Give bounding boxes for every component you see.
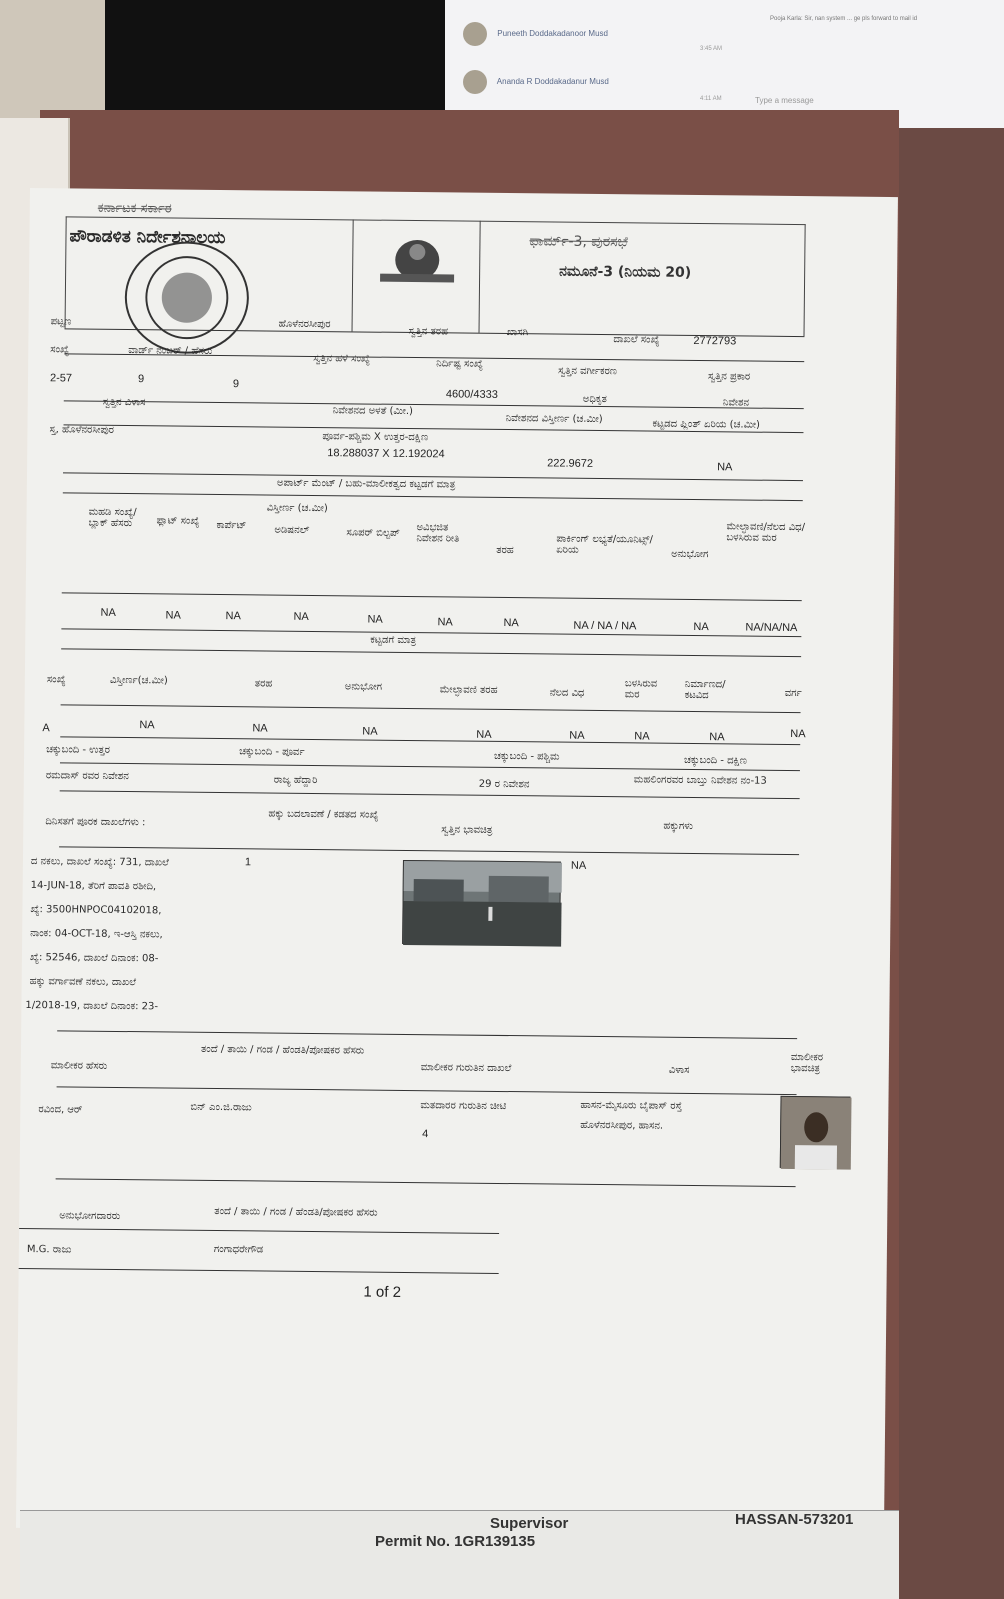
- number-value: 2-57: [49, 372, 73, 385]
- apartment-value-cell: NA: [165, 609, 181, 622]
- chat-message: Pooja Karla: Sir, nan system ... ge pls forward to mail id: [770, 16, 918, 22]
- rule: [56, 1178, 796, 1187]
- official-seal-icon: [124, 241, 249, 354]
- apartment-value-cell: NA: [293, 610, 309, 623]
- message-input[interactable]: Type a message: [755, 96, 814, 105]
- rule: [61, 628, 801, 637]
- bld-number-header: ಸಂಖ್ಯೆ: [46, 674, 66, 686]
- rule: [61, 704, 801, 713]
- dimensions-value: 18.288037 X 12.192024: [327, 447, 445, 461]
- old-number-value: 9: [232, 378, 240, 391]
- document-line: ದ ನಕಲು, ದಾಖಲೆ ಸಂಖ್ಯೆ: 731, ದಾಖಲೆ: [30, 856, 169, 869]
- east-boundary-value: ರಾಜ್ಯ ಹೆದ್ದಾರಿ: [273, 774, 318, 787]
- bld-roof-header: ಮೇಲ್ಛಾವಣಿ ತರಹ: [439, 684, 498, 696]
- monitor-screen: [445, 0, 1004, 128]
- owner-name-value: ರವಿಂದ, ಆರ್: [38, 1104, 83, 1116]
- roof-floor-header: ಮೇಲ್ಛಾವಣಿ/ನೆಲದ ವಿಧ/ಬಳಸಿರುವ ಮರ: [726, 521, 806, 544]
- town-value: ಹೊಳೆನರಸೀಪುರ: [278, 318, 331, 331]
- ward-value: 9: [137, 373, 145, 386]
- carpet-header: ಕಾರ್ಪೆಟ್: [216, 519, 247, 532]
- address-label: ಸ್ವತ್ತಿನ ವಿಳಾಸ: [102, 396, 146, 409]
- document-line: ನಾಂಕ: 04-OCT-18, ಇ-ಆಸ್ತಿ ನಕಲು,: [30, 928, 163, 941]
- permit-stamp: Permit No. 1GR139135: [375, 1533, 536, 1550]
- owner-relation-value: ಬಿನ್ ಎಂ.ಜಿ.ರಾಜು: [190, 1101, 252, 1114]
- usage-header: ಅನುಭೋಗ: [671, 548, 709, 561]
- dimensions-direction: ಪೂರ್ವ-ಪಶ್ಚಿಮ X ಉತ್ತರ-ದಕ್ಷಿಣ: [322, 431, 429, 444]
- building-value-cell: NA: [362, 725, 378, 738]
- office-title: ಪೌರಾಡಳಿತ ನಿರ್ದೇಶನಾಲಯ: [69, 226, 226, 249]
- rights-header: ಹಕ್ಕುಗಳು: [663, 820, 694, 832]
- apartment-value-cell: NA: [693, 620, 709, 634]
- east-boundary-label: ಚಕ್ಕುಬಂದಿ - ಪೂರ್ವ: [239, 746, 305, 758]
- chat-time: 3:45 AM: [700, 46, 723, 52]
- additional-header: ಅಡಿಷನಲ್: [274, 524, 310, 536]
- rights-value: NA: [570, 859, 587, 872]
- chat-item[interactable]: [463, 22, 608, 46]
- area-group-header: ವಿಸ್ತೀರ್ಣ (ಚ.ಮೀ): [266, 502, 328, 515]
- west-boundary-label: ಚಕ್ಕುಬಂದಿ - ಪಶ್ಚಿಮ: [494, 750, 560, 763]
- chat-time: 4:11 AM: [700, 96, 722, 102]
- building-section-title: ಕಟ್ಟಡಗೆ ಮಾತ್ರ: [370, 634, 417, 647]
- right-change-value: 1: [244, 856, 252, 869]
- owner-relation-header: ತಂದೆ / ತಾಯಿ / ಗಂಡ / ಹೆಂಡತಿ/ಪೋಷಕರ ಹೆಸರು: [200, 1043, 365, 1057]
- occupant-relation-header: ತಂದೆ / ತಾಯಿ / ಗಂಡ / ಹೆಂಡತಿ/ಪೋಷಕರ ಹೆಸರು: [214, 1205, 378, 1219]
- bld-area-header: ವಿಸ್ತೀರ್ಣ(ಚ.ಮೀ): [109, 674, 168, 687]
- record-number-label: ದಾಖಲೆ ಸಂಖ್ಯೆ: [613, 334, 660, 346]
- flat-number-header: ಫ್ಲಾಟ್ ಸಂಖ್ಯೆ: [156, 515, 200, 527]
- occupant-name-value: M.G. ರಾಜು: [26, 1244, 72, 1256]
- owner-name-header: ಮಾಲೀಕರ ಹೆಸರು: [50, 1060, 108, 1072]
- bld-wood-header: ಬಳಸಿರುವ ಮರ: [624, 678, 658, 701]
- bld-usage-header: ಅನುಭೋಗ: [344, 681, 383, 693]
- south-boundary-label: ಚಕ್ಕುಬಂದಿ - ದಕ್ಷಿಣ: [683, 754, 747, 767]
- document-line: 14-JUN-18, ತೆರಿಗೆ ಪಾವತಿ ರಶೀದಿ,: [30, 880, 157, 893]
- form-title: ನಮೂನೆ-3 (ನಿಯಮ 20): [559, 263, 692, 281]
- owner-address-line: ಹೊಳೆನರಸೀಪುರ, ಹಾಸನ.: [580, 1119, 664, 1132]
- site-area-label: ನಿವೇಶನದ ವಿಸ್ತೀರ್ಣ (ಚ.ಮೀ): [505, 412, 603, 426]
- apartment-section-title: ಅಪಾರ್ಟ್ ಮೆಂಟ್ / ಬಹು-ಮಾಲೀಕತ್ವದ ಕಟ್ಟಡಗೆ ಮಾತ್ರ: [276, 477, 456, 491]
- bld-built-header: ನಿರ್ಮಾಣದ/ ಕಟವಿದ: [684, 678, 726, 702]
- chat-item[interactable]: [463, 70, 609, 94]
- document-line: 1/2018-19, ದಾಖಲೆ ದಿನಾಂಕ: 23-: [25, 999, 159, 1013]
- rule: [60, 790, 800, 799]
- owner-photo: [780, 1096, 851, 1169]
- address-value: ಸ್ತ, ಹೊಳೆನರಸೀಪುರ: [49, 424, 115, 436]
- apartment-value-cell: NA/NA/NA: [745, 621, 798, 635]
- chat-name: Ananda R Doddakadanur Musd: [496, 77, 609, 87]
- super-builtup-header: ಸೂಪರ್ ಬಿಲ್ಟಪ್: [346, 527, 400, 539]
- building-value-cell: NA: [790, 727, 806, 741]
- right-change-header: ಹಕ್ಕು ಬದಲಾವಣೆ / ಕಡತದ ಸಂಖ್ಯೆ: [268, 808, 379, 821]
- rule: [59, 846, 799, 855]
- state-emblem-icon: [372, 230, 463, 291]
- rule: [63, 492, 803, 501]
- bld-floor-header: ನೆಲದ ವಿಧ: [549, 687, 585, 699]
- property-photo-header: ಸ್ವತ್ತಿನ ಭಾವಚಿತ್ರ: [441, 824, 493, 836]
- footer-strip: [20, 1510, 899, 1599]
- property-type-value: ಖಾಸಗಿ: [506, 326, 529, 339]
- building-value-cell: NA: [569, 729, 585, 742]
- owner-id-value: ಮತದಾರರ ಗುರುತಿನ ಚೀಟಿ: [420, 1100, 507, 1113]
- building-value-cell: NA: [139, 719, 155, 732]
- building-value-cell: NA: [476, 728, 492, 741]
- south-boundary-value: ಮಹಲಿಂಗರವರ ಬಾಬ್ತು ನಿವೇಶನ ನಂ-13: [633, 774, 767, 787]
- rule: [62, 592, 802, 601]
- assessment-value: 4600/4333: [445, 388, 498, 401]
- town-label: ಪಟ್ಟಣ: [50, 316, 72, 328]
- property-photo: [402, 860, 561, 946]
- location-stamp: HASSAN-573201: [735, 1511, 854, 1528]
- page-number: 1 of 2: [363, 1283, 402, 1301]
- apartment-value-cell: NA: [503, 616, 519, 630]
- category-label: ಸ್ವತ್ತಿನ ವರ್ಗೀಕರಣ: [558, 365, 617, 378]
- site-area-value: 222.9672: [547, 457, 594, 470]
- apartment-value-cell: NA: [225, 610, 241, 623]
- rule: [64, 400, 804, 409]
- owner-id-number: 4: [422, 1128, 429, 1141]
- supervisor-stamp: Supervisor: [490, 1515, 569, 1532]
- property-certificate: [16, 188, 898, 1537]
- rule: [19, 1268, 499, 1274]
- document-line: ಹಕ್ಕು ವರ್ಗಾವಣೆ ನಕಲು, ದಾಖಲೆ: [29, 976, 137, 989]
- rule: [60, 736, 800, 745]
- struck-heading-right: ಫಾರ್ಮ್-3, ಪುರಸಭೆ: [529, 233, 628, 251]
- north-boundary-value: ರಮದಾಸ್ ರವರ ನಿವೇಶನ: [45, 770, 129, 783]
- parking-header: ಪಾರ್ಕಿಂಗ್ ಲಭ್ಯತೆ/ಯೂನಿಟ್ಸ್/ಏರಿಯ: [556, 533, 653, 556]
- number-label: ಸಂಖ್ಯೆ: [50, 344, 70, 356]
- kind-value: ನಿವೇಶನ: [722, 397, 750, 409]
- struck-heading: ಕರ್ನಾಟಕ ಸರ್ಕಾರ: [97, 200, 172, 217]
- building-value-cell: NA: [634, 730, 650, 743]
- bld-type-header: ತರಹ: [254, 678, 273, 690]
- plinth-area-label: ಕಟ್ಟಡದ ಪ್ಲಿಂತ್ ಏರಿಯ (ಚ.ಮೀ): [652, 418, 761, 431]
- type-header: ತರಹ: [496, 544, 514, 557]
- apartment-value-cell: NA: [100, 606, 116, 619]
- plinth-area-value: NA: [717, 461, 733, 474]
- ward-label: ವಾರ್ಡ್ ನಂಬರ್ / ಹೆಸರು: [128, 345, 213, 357]
- assessment-label: ನಿರ್ದಿಷ್ಟ ಸಂಖ್ಯೆ: [436, 358, 483, 370]
- rule: [61, 648, 801, 657]
- bld-class-header: ವರ್ಗ: [784, 687, 802, 700]
- building-value-cell: NA: [709, 731, 725, 744]
- owner-address-line: ಹಾಸನ-ಮೈಸೂರು ಬೈಪಾಸ್ ರಸ್ತೆ: [580, 1099, 683, 1112]
- record-number-value: 2772793: [693, 334, 737, 348]
- rule: [57, 1086, 797, 1095]
- old-number-label: ಸ್ವತ್ತಿನ ಹಳೆ ಸಂಖ್ಯೆ: [313, 352, 371, 365]
- dimensions-label: ನಿವೇಶನದ ಅಳತೆ (ಮೀ.): [332, 405, 414, 418]
- west-boundary-value: 29 ರ ನಿವೇಶನ: [478, 778, 530, 791]
- owner-address-header: ವಿಳಾಸ: [668, 1064, 690, 1076]
- property-type-label: ಸ್ವತ್ತಿನ ತರಹ: [408, 325, 449, 338]
- apartment-value-cell: NA / NA / NA: [573, 619, 637, 633]
- occupant-relation-value: ಗಂಗಾಧರೇಗೌಡ: [213, 1243, 264, 1256]
- undivided-header: ಅವಿಭಜಿತ ನಿವೇಶನ ರೀತಿ: [416, 522, 460, 545]
- avatar: [463, 70, 487, 94]
- owner-photo-header: ಮಾಲೀಕರ ಭಾವಚಿತ್ರ: [790, 1052, 824, 1075]
- owner-id-header: ಮಾಲೀಕರ ಗುರುತಿನ ದಾಖಲೆ: [420, 1062, 512, 1075]
- document-line: ಖ್ಯೆ: 3500HNPOC04102018,: [30, 904, 162, 917]
- rule: [57, 1030, 797, 1039]
- documents-header: ದಿನಿಸತಗೆ ಪೂರಕ ದಾಖಲೆಗಳು :: [45, 816, 146, 829]
- occupant-name-header: ಅನುಭೋಗದಾರರು: [59, 1210, 121, 1223]
- floor-block-header: ಮಹಡಿ ಸಂಖ್ಯೆ/ಬ್ಲಾಕ್ ಹೆಸರು: [88, 506, 137, 530]
- document-line: ಖ್ಯೆ: 52546, ದಾಖಲೆ ದಿನಾಂಕ: 08-: [29, 952, 159, 965]
- bld-first-cell: A: [42, 722, 50, 735]
- chat-name: Puneeth Doddakadanoor Musd: [497, 29, 608, 39]
- building-value-cell: NA: [252, 722, 268, 735]
- apartment-value-cell: NA: [437, 616, 453, 629]
- avatar: [463, 22, 487, 46]
- north-boundary-label: ಚಕ್ಕುಬಂದಿ - ಉತ್ತರ: [46, 744, 110, 756]
- category-value: ಅಧಿಕೃತ: [582, 393, 607, 406]
- kind-label: ಸ್ವತ್ತಿನ ಪ್ರಕಾರ: [708, 371, 751, 383]
- apartment-value-cell: NA: [367, 613, 383, 626]
- rule: [19, 1228, 499, 1234]
